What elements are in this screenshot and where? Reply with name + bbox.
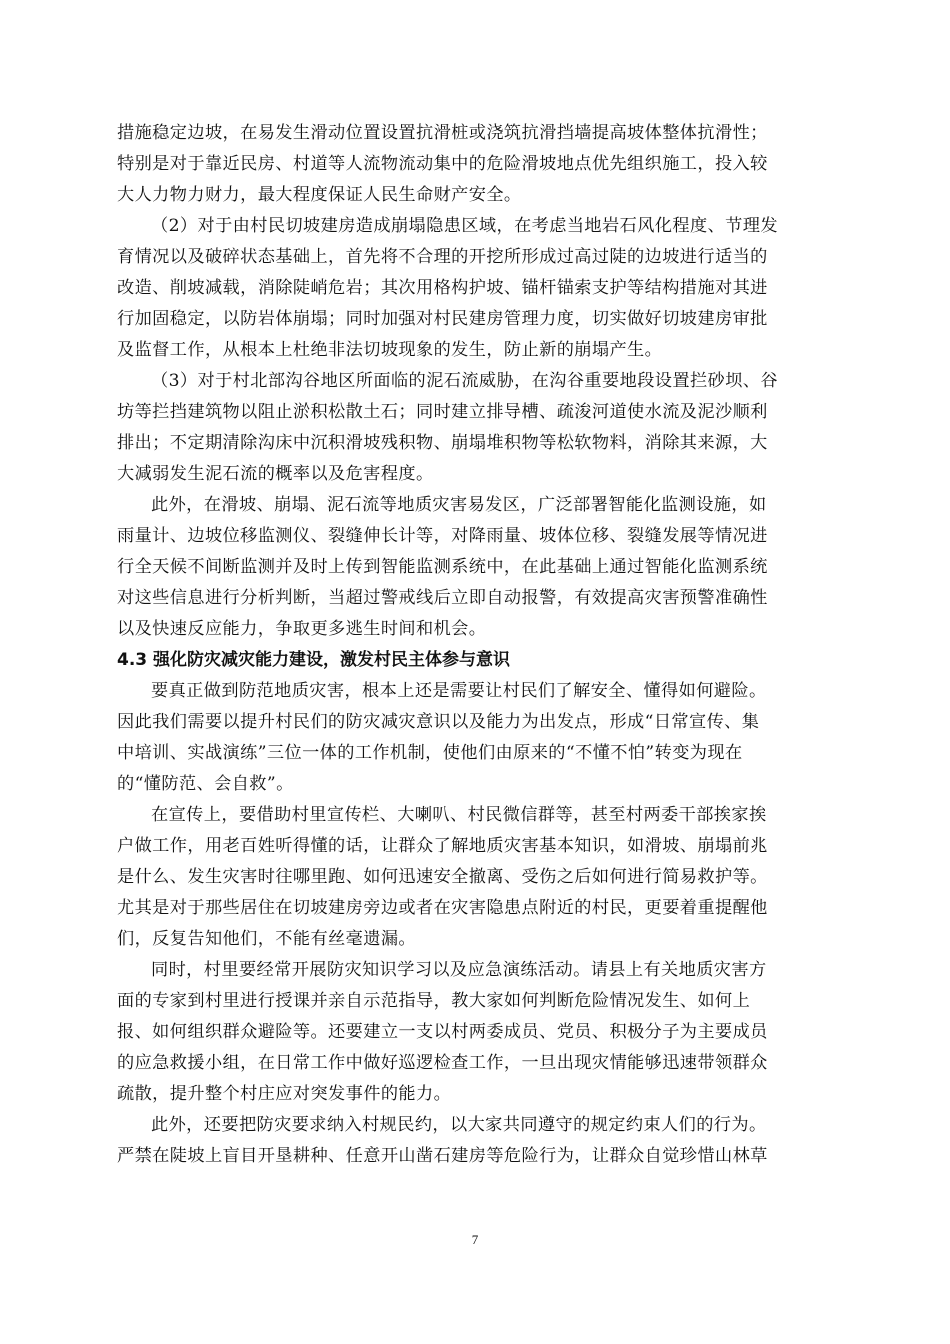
- body-text-line: 大减弱发生泥石流的概率以及危害程度。: [117, 464, 434, 484]
- body-text-line: 尤其是对于那些居住在切坡建房旁边或者在灾害隐患点附近的村民，更要着重提醒他: [117, 898, 768, 918]
- body-text-line: 因此我们需要以提升村民们的防灾减灾意识以及能力为出发点，形成“日常宣传、集: [117, 712, 760, 732]
- body-text-line: 改造、削坡减载，消除陡峭危岩；其次用格构护坡、锚杆锚索支护等结构措施对其进: [117, 278, 768, 298]
- body-text-line: 是什么、发生灾害时往哪里跑、如何迅速安全撤离、受伤之后如何进行简易救护等。: [117, 867, 768, 887]
- body-text-line: 坊等拦挡建筑物以阻止淤积松散土石；同时建立排导槽、疏浚河道使水流及泥沙顺利: [117, 402, 768, 422]
- body-text-line: 中培训、实战演练”三位一体的工作机制，使他们由原来的“不懂不怕”转变为现在: [117, 743, 743, 763]
- page-number: 7: [471, 1232, 479, 1247]
- body-text-line: 要真正做到防范地质灾害，根本上还是需要让村民们了解安全、懂得如何避险。: [151, 681, 767, 701]
- body-text-line: 及监督工作，从根本上杜绝非法切坡现象的发生，防止新的崩塌产生。: [117, 340, 663, 360]
- body-text-line: 疏散，提升整个村庄应对突发事件的能力。: [117, 1084, 452, 1104]
- body-text-line: 此外，还要把防灾要求纳入村规民约，以大家共同遵守的规定约束人们的行为。: [151, 1115, 767, 1135]
- body-text-line: 行全天候不间断监测并及时上传到智能监测系统中，在此基础上通过智能化监测系统: [117, 557, 768, 577]
- body-text-line: 以及快速反应能力，争取更多逃生时间和机会。: [117, 619, 487, 639]
- body-text-line: 同时，村里要经常开展防灾知识学习以及应急演练活动。请县上有关地质灾害方: [151, 960, 767, 980]
- body-text-line: 报、如何组织群众避险等。还要建立一支以村两委成员、党员、积极分子为主要成员: [117, 1022, 768, 1042]
- section-heading: 4.3 强化防灾减灾能力建设，激发村民主体参与意识: [117, 650, 511, 670]
- body-text-line: 行加固稳定，以防岩体崩塌；同时加强对村民建房管理力度，切实做好切坡建房审批: [117, 309, 768, 329]
- body-text-line: 育情况以及破碎状态基础上，首先将不合理的开挖所形成过高过陡的边坡进行适当的: [117, 247, 768, 267]
- body-text-line: 的应急救援小组，在日常工作中做好巡逻检查工作，一旦出现灾情能够迅速带领群众: [117, 1053, 768, 1073]
- body-text-line: 户做工作，用老百姓听得懂的话，让群众了解地质灾害基本知识，如滑坡、崩塌前兆: [117, 836, 768, 856]
- body-text-line: （3）对于村北部沟谷地区所面临的泥石流威胁，在沟谷重要地段设置拦砂坝、谷: [151, 371, 778, 391]
- body-text-line: 此外，在滑坡、崩塌、泥石流等地质灾害易发区，广泛部署智能化监测设施，如: [151, 495, 767, 515]
- body-text-line: 排出；不定期清除沟床中沉积滑坡残积物、崩塌堆积物等松软物料，消除其来源，大: [117, 433, 768, 453]
- body-text-line: 在宣传上，要借助村里宣传栏、大喇叭、村民微信群等，甚至村两委干部挨家挨: [151, 805, 767, 825]
- body-text-line: 们，反复告知他们，不能有丝毫遗漏。: [117, 929, 416, 949]
- body-text-line: 雨量计、边坡位移监测仪、裂缝伸长计等，对降雨量、坡体位移、裂缝发展等情况进: [117, 526, 768, 546]
- body-text-line: 特别是对于靠近民房、村道等人流物流动集中的危险滑坡地点优先组织施工，投入较: [117, 154, 768, 174]
- body-text-line: 面的专家到村里进行授课并亲自示范指导，教大家如何判断危险情况发生、如何上: [117, 991, 751, 1011]
- body-text-line: 对这些信息进行分析判断，当超过警戒线后立即自动报警，有效提高灾害预警准确性: [117, 588, 768, 608]
- body-text-line: 措施稳定边坡，在易发生滑动位置设置抗滑桩或浇筑抗滑挡墙提高坡体整体抗滑性；: [117, 123, 768, 143]
- body-text-line: （2）对于由村民切坡建房造成崩塌隐患区域，在考虑当地岩石风化程度、节理发: [151, 216, 778, 236]
- body-text-line: 大人力物力财力，最大程度保证人民生命财产安全。: [117, 185, 522, 205]
- body-text-line: 严禁在陡坡上盲目开垦耕种、任意开山凿石建房等危险行为，让群众自觉珍惜山林草: [117, 1146, 768, 1166]
- body-text-line: 的“懂防范、会自救”。: [117, 774, 294, 794]
